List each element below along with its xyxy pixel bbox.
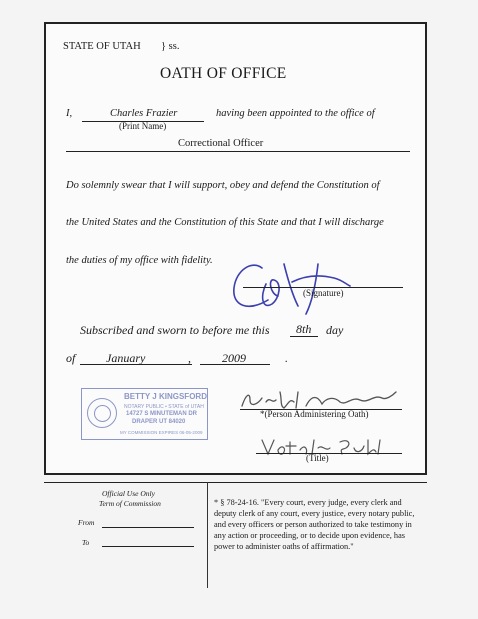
day-value: 8th xyxy=(296,322,312,336)
notary-seal-icon xyxy=(87,398,117,428)
month-line xyxy=(80,364,192,365)
year-value: 2009 xyxy=(222,351,246,365)
stamp-line-4: MY COMMISSION EXPIRES 06-05-2009 xyxy=(120,430,203,435)
oath-line-3: the duties of my office with fidelity. xyxy=(66,255,213,266)
state-label: STATE OF UTAH xyxy=(63,41,141,52)
from-line[interactable] xyxy=(102,527,194,528)
oath-line-2: the United States and the Constitution of this State and that I will discharge xyxy=(66,217,384,228)
signature-caption: (Signature) xyxy=(303,288,344,298)
statute-line-4: any action or proceeding, or to decide upon evidence, has xyxy=(214,531,405,540)
office-value: Correctional Officer xyxy=(178,138,264,149)
period: . xyxy=(285,351,288,365)
day-line xyxy=(290,336,318,337)
title-line xyxy=(256,453,402,454)
statute-line-3: and every officers or person authorized to take testimony in xyxy=(214,520,412,529)
day-label: day xyxy=(326,323,344,337)
statute-line-1: * § 78-24-16. "Every court, every judge, every clerk and xyxy=(214,498,402,507)
to-line[interactable] xyxy=(102,546,194,547)
official-use-title: Official Use Only xyxy=(102,489,155,498)
bottom-vertical-divider xyxy=(207,482,208,588)
i-label: I, xyxy=(66,108,73,119)
print-name-value: Charles Frazier xyxy=(110,108,178,119)
appointed-text: having been appointed to the office of xyxy=(216,108,375,119)
ss-label: } ss. xyxy=(161,41,180,52)
to-label: To xyxy=(82,538,90,547)
office-line xyxy=(66,151,410,152)
title-caption: (Title) xyxy=(306,453,329,463)
from-label: From xyxy=(78,518,95,527)
statute-line-5: power to administer oaths of affirmation." xyxy=(214,542,354,551)
oath-line-1: Do solemnly swear that I will support, obey and defend the Constitution of xyxy=(66,180,380,191)
sworn-text: Subscribed and sworn to before me this xyxy=(80,323,270,337)
year-line xyxy=(200,364,270,365)
bottom-divider xyxy=(44,482,427,483)
oath-taker-signature xyxy=(222,254,372,318)
administering-caption: *(Person Administering Oath) xyxy=(260,409,369,419)
notary-stamp xyxy=(81,388,208,440)
stamp-line-2: 14727 S MINUTEMAN DR xyxy=(126,411,198,417)
stamp-line-1: NOTARY PUBLIC • STATE of UTAH xyxy=(124,404,204,410)
stamp-line-3: DRAPER UT 84020 xyxy=(132,419,186,425)
month-value: January xyxy=(106,351,146,365)
statute-text xyxy=(214,497,414,552)
term-of-commission-label: Term of Commission xyxy=(99,499,161,508)
of-label: of xyxy=(66,351,76,365)
stamp-name: BETTY J KINGSFORD xyxy=(124,392,207,401)
document-title: OATH OF OFFICE xyxy=(160,65,287,82)
statute-line-2: deputy clerk of any court, every justice, every notary public, xyxy=(214,509,415,518)
comma: , xyxy=(188,351,191,365)
print-name-caption: (Print Name) xyxy=(119,121,167,131)
